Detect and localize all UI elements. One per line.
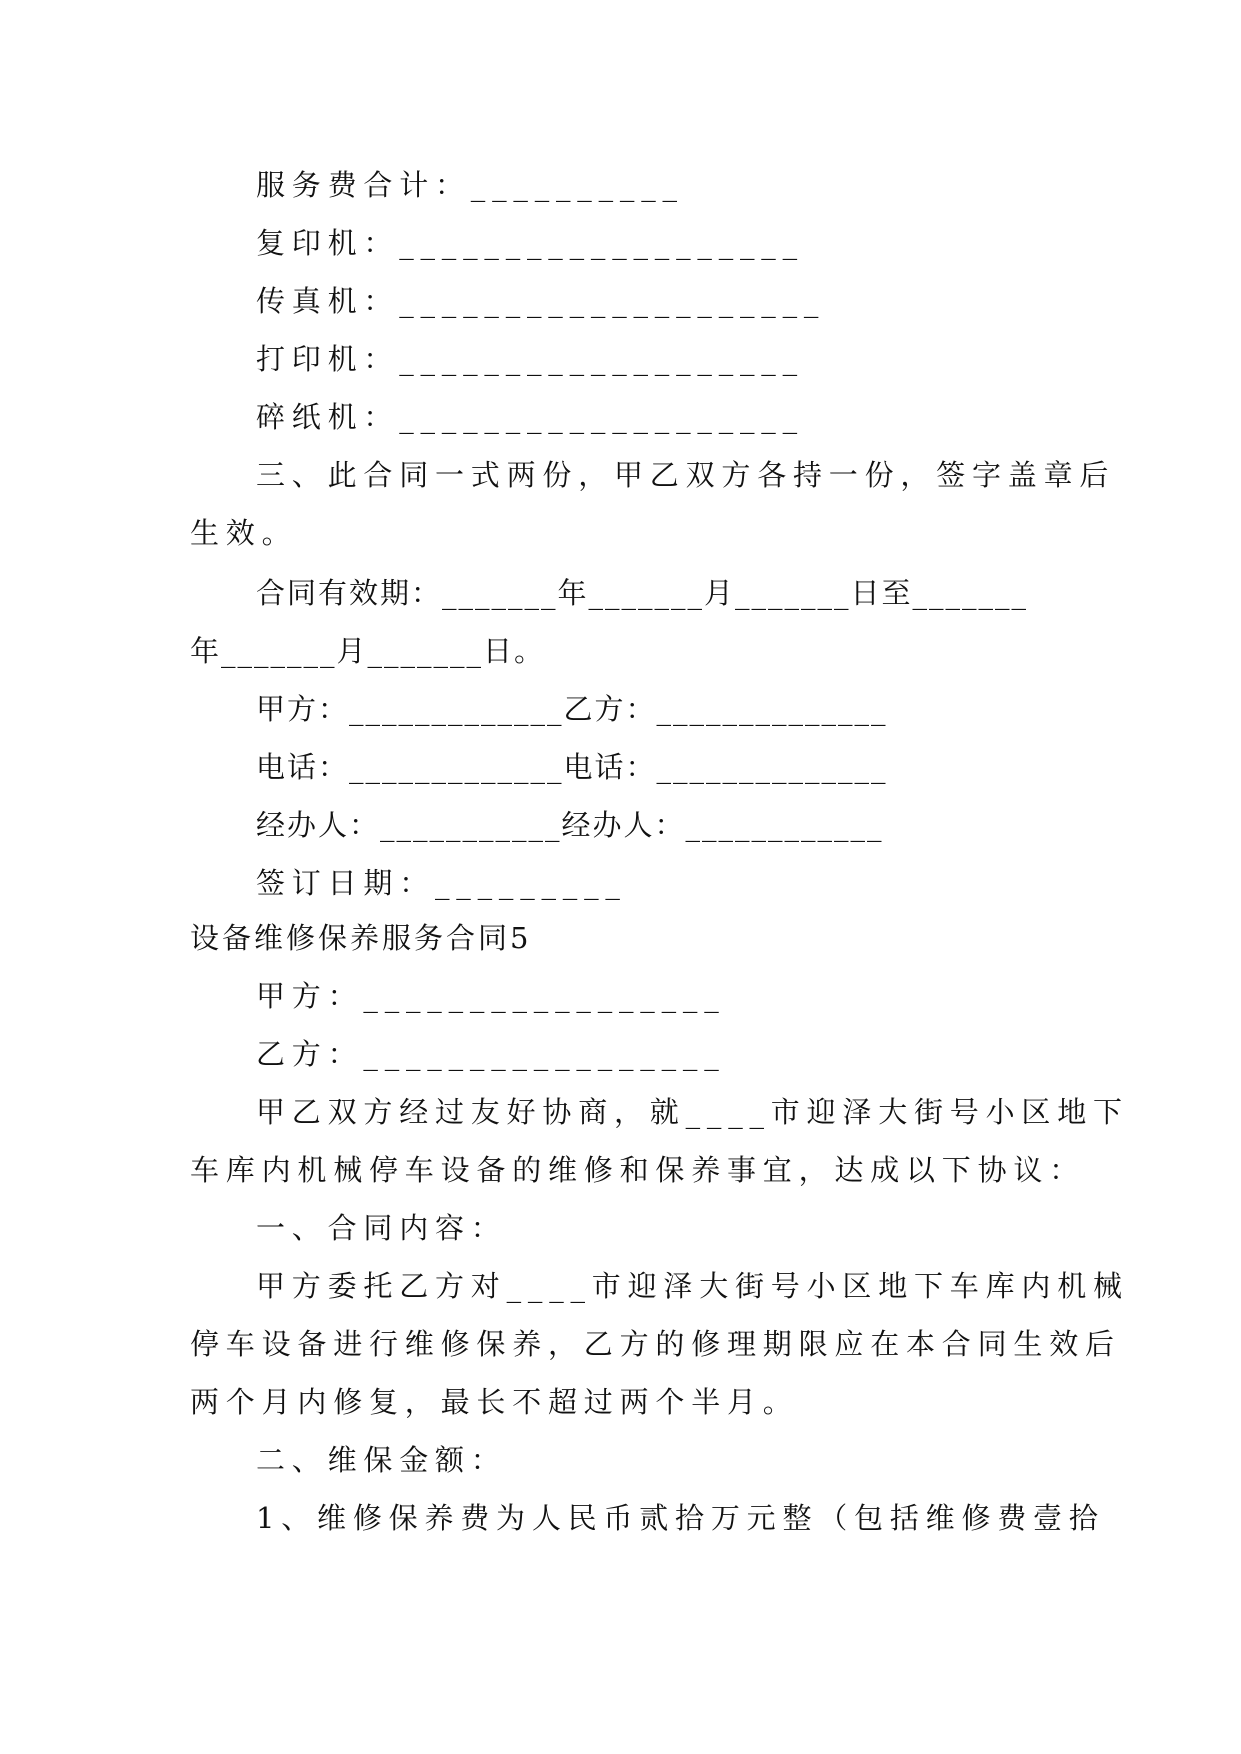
party-a-line: 甲方：_________________ — [256, 979, 726, 1013]
section-one-line-1: 甲方委托乙方对____市迎泽大街号小区地下车库内机械 — [256, 1269, 1129, 1303]
clause-three-line-2: 生效。 — [190, 516, 298, 550]
shredder-line: 碎纸机：___________________ — [256, 400, 804, 434]
section-one-line-3: 两个月内修复，最长不超过两个半月。 — [190, 1385, 799, 1419]
validity-line-2: 年_______月_______日。 — [190, 634, 546, 668]
section-two-heading: 二、维保金额： — [256, 1443, 507, 1477]
agent-line: 经办人：___________经办人：____________ — [256, 808, 884, 842]
validity-line-1: 合同有效期：_______年_______月_______日至_______ — [256, 576, 1029, 610]
party-b-line: 乙方：_________________ — [256, 1037, 726, 1071]
intro-line-1: 甲乙双方经过友好协商，就____市迎泽大街号小区地下 — [256, 1095, 1129, 1129]
sign-date-line: 签订日期：_________ — [256, 866, 627, 900]
service-fee-total-line: 服务费合计：__________ — [256, 168, 684, 202]
section-two-line-1: 1、维修保养费为人民币贰拾万元整（包括维修费壹拾 — [256, 1501, 1105, 1535]
section-title: 设备维修保养服务合同5 — [190, 921, 532, 955]
phone-line: 电话：_____________电话：______________ — [256, 750, 888, 784]
intro-line-2: 车库内机械停车设备的维修和保养事宜，达成以下协议： — [190, 1153, 1086, 1187]
party-line: 甲方：_____________乙方：______________ — [256, 692, 888, 726]
section-one-line-2: 停车设备进行维修保养，乙方的修理期限应在本合同生效后 — [190, 1327, 1121, 1361]
clause-three-line-1: 三、此合同一式两份，甲乙双方各持一份，签字盖章后 — [256, 458, 1116, 492]
copier-line: 复印机：___________________ — [256, 226, 804, 260]
section-one-heading: 一、合同内容： — [256, 1211, 507, 1245]
fax-line: 传真机：____________________ — [256, 284, 826, 318]
printer-line: 打印机：___________________ — [256, 342, 804, 376]
